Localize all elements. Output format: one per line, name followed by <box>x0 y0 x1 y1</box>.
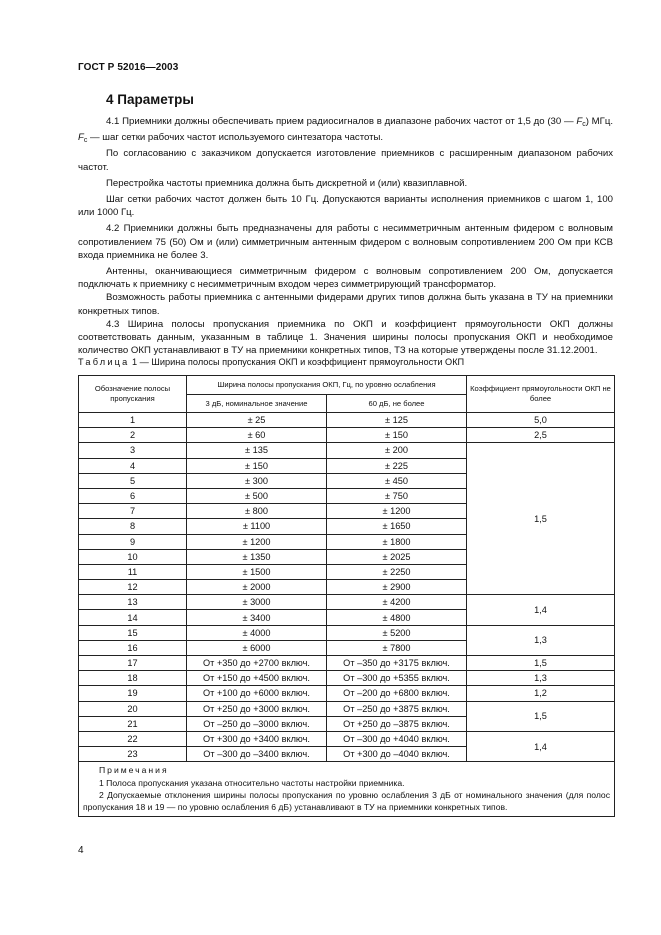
cell-shape-factor: 1,3 <box>467 625 615 655</box>
cell-max: ± 225 <box>327 458 467 473</box>
cell-shape-factor: 1,3 <box>467 671 615 686</box>
section-title: 4 Параметры <box>106 92 194 107</box>
cell-number: 13 <box>79 595 187 610</box>
f-symbol: F <box>576 116 583 127</box>
cell-max: От –300 до +5355 включ. <box>327 671 467 686</box>
cell-shape-factor: 1,5 <box>467 656 615 671</box>
cell-max: ± 5200 <box>327 625 467 640</box>
cell-shape-factor: 1,2 <box>467 686 615 701</box>
cell-number: 3 <box>79 443 187 458</box>
cell-nominal: ± 1500 <box>187 564 327 579</box>
note-2: 2 Допускаемые отклонения ширины полосы пропускания по уровню ослабления 3 дБ от номинального значения (для полос пропускания 18 и 19 — по уровню ослабления 6 дБ) устанавливают в ТУ на приемники конкретных типов. <box>83 789 611 812</box>
cell-max: ± 2900 <box>327 580 467 595</box>
cell-shape-factor: 1,5 <box>467 443 615 595</box>
cell-nominal: От –300 до –3400 включ. <box>187 747 327 762</box>
cell-nominal: ± 4000 <box>187 625 327 640</box>
p1-part-d: — шаг сетки рабочих частот используемого синтезатора частоты. <box>87 132 384 144</box>
cell-number: 14 <box>79 610 187 625</box>
cell-number: 11 <box>79 564 187 579</box>
col-header-shape-factor: Коэффициент прямоугольности ОКП не более <box>467 376 615 413</box>
cell-shape-factor: 2,5 <box>467 428 615 443</box>
cell-number: 17 <box>79 656 187 671</box>
cell-nominal: ± 25 <box>187 413 327 428</box>
notes-row <box>79 762 615 817</box>
cell-max: От –200 до +6800 включ. <box>327 686 467 701</box>
cell-nominal: ± 300 <box>187 473 327 488</box>
cell-number: 4 <box>79 458 187 473</box>
table-row <box>79 656 615 671</box>
cell-max: ± 1650 <box>327 519 467 534</box>
cell-number: 5 <box>79 473 187 488</box>
cell-max: ± 1800 <box>327 534 467 549</box>
paragraph-antennas: Антенны, оканчивающиеся симметричным фидером с волновым сопротивлением 200 Ом, допускается подключать к приемнику с несимметричным входом через симметрирующий трансформатор. <box>78 266 613 291</box>
table-row <box>79 595 615 610</box>
c-subscript-2: с <box>83 137 88 145</box>
cell-number: 6 <box>79 488 187 503</box>
cell-max: ± 2025 <box>327 549 467 564</box>
paragraph-other-feeders: Возможность работы приемника с антенными фидерами других типов должна быть указана в ТУ на приемники конкретных типов. <box>78 292 613 317</box>
table-row <box>79 625 615 640</box>
cell-number: 2 <box>79 428 187 443</box>
bandwidth-table <box>78 375 615 817</box>
cell-shape-factor: 1,4 <box>467 731 615 761</box>
cell-max: ± 150 <box>327 428 467 443</box>
cell-max: От –300 до +4040 включ. <box>327 731 467 746</box>
cell-nominal: ± 800 <box>187 504 327 519</box>
table-row <box>79 671 615 686</box>
paragraph-4-2: 4.2 Приемники должны быть предназначены для работы с несимметричным антенным фидером с волновым сопротивлением 75 (50) Ом и (или) симметричным антенным фидером с волновым сопротивлением 200 Ом при КСВ входа приемника не более 3. <box>78 223 613 261</box>
cell-nominal: От +350 до +2700 включ. <box>187 656 327 671</box>
cell-max: ± 4200 <box>327 595 467 610</box>
cell-nominal: От +100 до +6000 включ. <box>187 686 327 701</box>
cell-nominal: От –250 до –3000 включ. <box>187 716 327 731</box>
table-row <box>79 731 615 746</box>
paragraph-tuning: Перестройка частоты приемника должна быть дискретной и (или) квазиплавной. <box>106 177 468 189</box>
cell-number: 23 <box>79 747 187 762</box>
cell-nominal: ± 3000 <box>187 595 327 610</box>
cell-max: ± 750 <box>327 488 467 503</box>
cell-nominal: ± 500 <box>187 488 327 503</box>
cell-nominal: ± 6000 <box>187 640 327 655</box>
cell-number: 20 <box>79 701 187 716</box>
paragraph-grid-step: Шаг сетки рабочих частот должен быть 10 Гц. Допускаются варианты исполнения приемников с шагом 1, 100 или 1000 Гц. <box>78 194 613 219</box>
cell-number: 22 <box>79 731 187 746</box>
cell-nominal: ± 150 <box>187 458 327 473</box>
table-caption-text: 1 — Ширина полосы пропускания ОКП и коэффициент прямоугольности ОКП <box>132 357 465 367</box>
cell-shape-factor: 1,4 <box>467 595 615 625</box>
cell-max: От –350 до +3175 включ. <box>327 656 467 671</box>
table-caption <box>78 357 464 367</box>
cell-max: ± 1200 <box>327 504 467 519</box>
cell-number: 8 <box>79 519 187 534</box>
standard-header: ГОСТ Р 52016—2003 <box>78 62 179 73</box>
note-1: 1 Полоса пропускания указана относительно частоты настройки приемника. <box>99 777 405 788</box>
c-subscript: с <box>582 121 586 128</box>
table-row <box>79 686 615 701</box>
paragraph-4-3: 4.3 Ширина полосы пропускания приемника по ОКП и коэффициент прямоугольности ОКП должны соответствовать данным, указанным в таблице 1. Значения ширины полосы пропускания ОКП и необходимое количество ОКП устанавливают в ТУ на приемники конкретных типов, ТЗ на которые утверждены после 31.12.2001. <box>78 318 613 357</box>
col-header-designation: Обозначение полосы пропускания <box>79 376 187 413</box>
cell-max: ± 125 <box>327 413 467 428</box>
table-row <box>79 413 615 428</box>
table-notes <box>79 762 615 817</box>
cell-number: 12 <box>79 580 187 595</box>
cell-max: ± 200 <box>327 443 467 458</box>
cell-max: От +300 до –4040 включ. <box>327 747 467 762</box>
cell-nominal: От +300 до +3400 включ. <box>187 731 327 746</box>
cell-number: 1 <box>79 413 187 428</box>
cell-number: 16 <box>79 640 187 655</box>
cell-nominal: ± 2000 <box>187 580 327 595</box>
cell-number: 10 <box>79 549 187 564</box>
cell-number: 15 <box>79 625 187 640</box>
cell-number: 19 <box>79 686 187 701</box>
cell-max: ± 450 <box>327 473 467 488</box>
p1-part-b: ) МГц. <box>585 116 613 127</box>
cell-nominal: От +150 до +4500 включ. <box>187 671 327 686</box>
cell-nominal: ± 1200 <box>187 534 327 549</box>
cell-shape-factor: 1,5 <box>467 701 615 731</box>
cell-nominal: ± 135 <box>187 443 327 458</box>
body-text <box>78 115 613 357</box>
cell-max: От –250 до +3875 включ. <box>327 701 467 716</box>
table-row <box>79 701 615 716</box>
col-header-3db: 3 дБ, номинальное значение <box>187 395 327 413</box>
cell-number: 18 <box>79 671 187 686</box>
col-header-60db: 60 дБ, не более <box>327 395 467 413</box>
cell-nominal: ± 60 <box>187 428 327 443</box>
cell-number: 9 <box>79 534 187 549</box>
col-header-bandwidth-group: Ширина полосы пропускания ОКП, Гц, по уровню ослабления <box>187 376 467 395</box>
paragraph-extended-range: По согласованию с заказчиком допускается изготовление приемников с расширенным диапазоном рабочих частот. <box>78 148 613 173</box>
p1-part-a: 4.1 Приемники должны обеспечивать прием радиосигналов в диапазоне рабочих частот от 1,5 до (30 — <box>106 116 577 127</box>
notes-heading: Примечания <box>99 765 169 776</box>
cell-nominal: ± 1350 <box>187 549 327 564</box>
cell-shape-factor: 5,0 <box>467 413 615 428</box>
cell-max: ± 2250 <box>327 564 467 579</box>
paragraph-4-1 <box>78 115 613 147</box>
cell-max: От +250 до –3875 включ. <box>327 716 467 731</box>
cell-max: ± 4800 <box>327 610 467 625</box>
cell-number: 7 <box>79 504 187 519</box>
cell-nominal: ± 3400 <box>187 610 327 625</box>
cell-nominal: ± 1100 <box>187 519 327 534</box>
table-row <box>79 443 615 458</box>
f-symbol-2: F <box>78 132 84 144</box>
table-caption-label: Таблица <box>78 357 130 367</box>
cell-max: ± 7800 <box>327 640 467 655</box>
cell-nominal: От +250 до +3000 включ. <box>187 701 327 716</box>
page-number: 4 <box>78 845 84 856</box>
cell-number: 21 <box>79 716 187 731</box>
table-row <box>79 428 615 443</box>
